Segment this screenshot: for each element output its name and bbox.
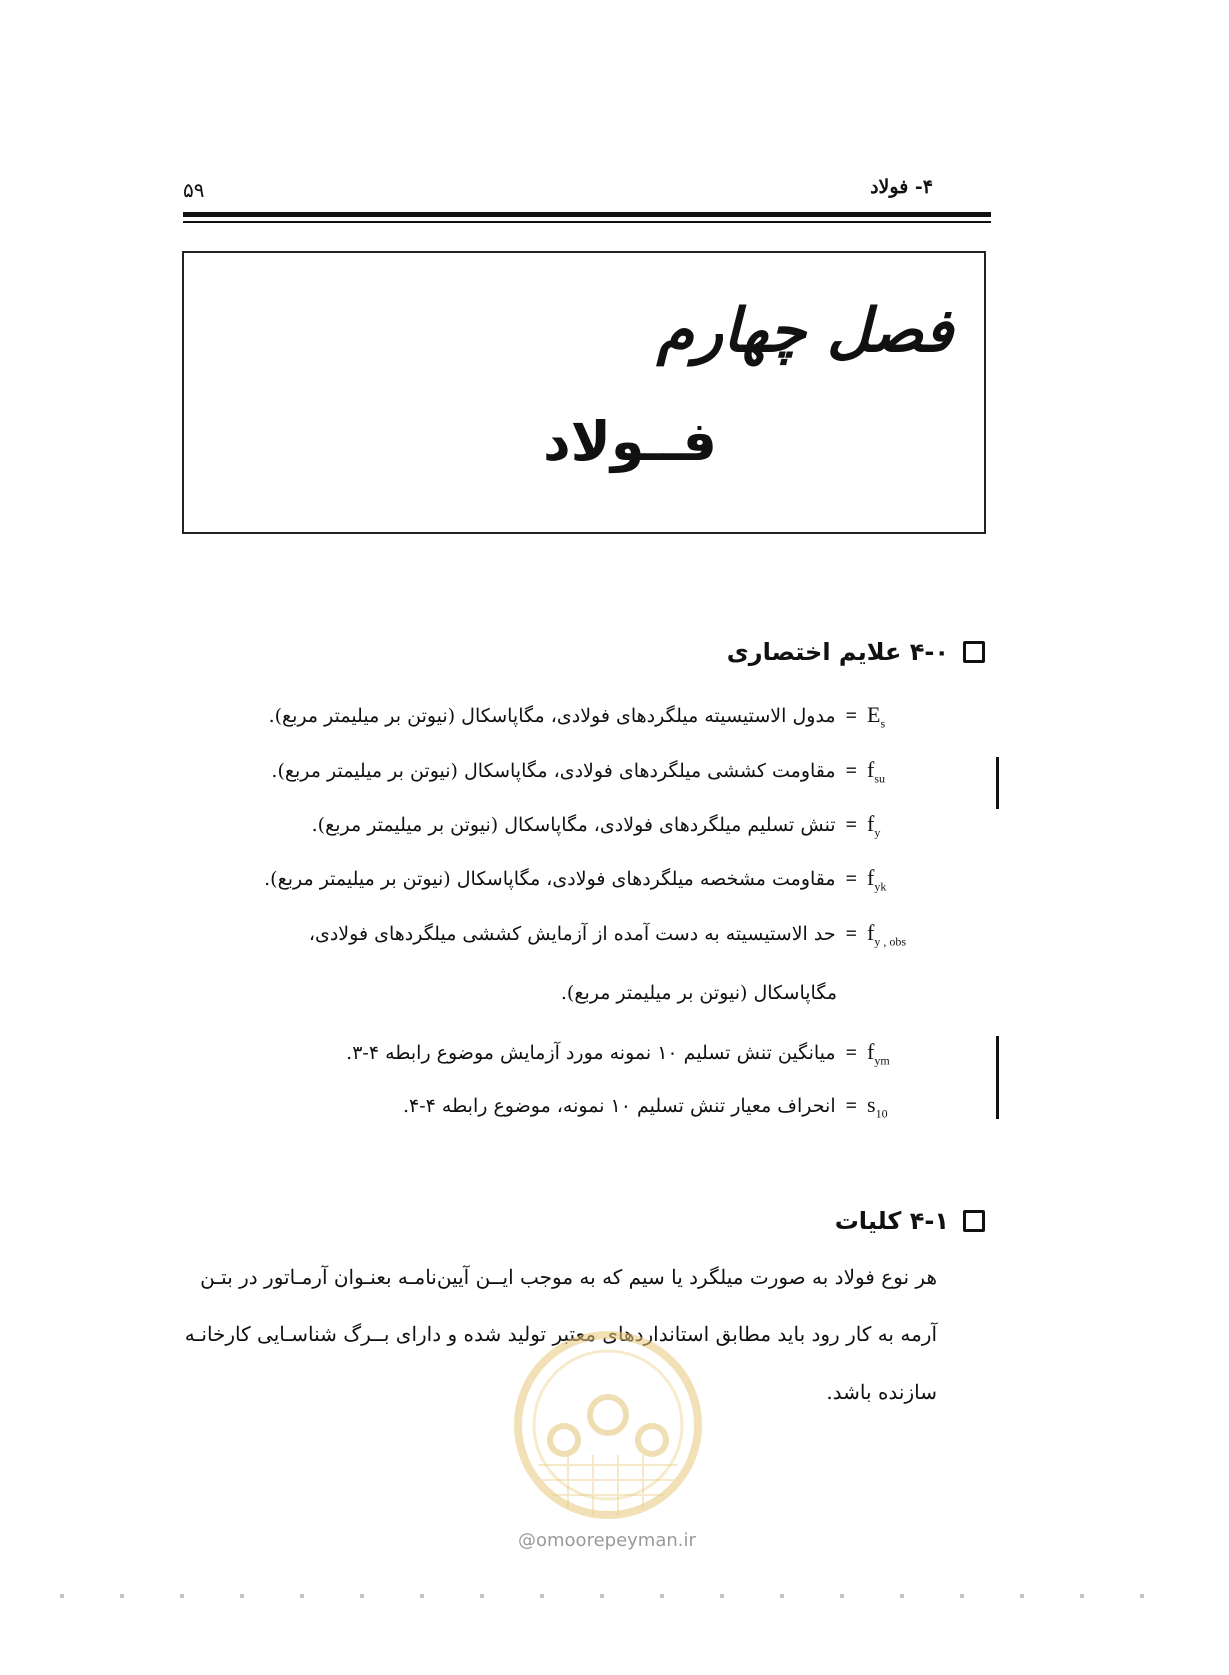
equals-sign: = [845,1042,857,1064]
symbol-base: f [867,920,875,945]
definition-row [403,1092,907,1121]
symbol-subscript: yk [874,879,887,894]
definition-row [271,757,907,786]
definition-text: انحراف معیار تنش تسلیم ۱۰ نمونه، موضوع رابطه ۴-۴. [402,1095,836,1117]
definition-symbol [867,865,907,894]
definition-text: مقاومت مشخصه میلگردهای فولادی، مگاپاسکال (نیوتن بر میلیمتر مربع). [264,868,836,890]
square-bullet-icon [963,641,985,663]
definition-row [264,865,907,894]
symbol-base: E [867,702,881,727]
definition-symbol [867,757,907,786]
symbol-base: f [867,865,875,890]
equals-sign: = [845,1095,857,1117]
symbol-base: f [867,757,875,782]
symbol-base: s [867,1092,876,1117]
symbol-subscript: s [880,716,886,731]
header-rule-thick [183,212,991,217]
definition-continuation: مگاپاسکال (نیوتن بر میلیمتر مربع). [560,982,837,1004]
definition-symbol [867,811,907,840]
definition-text: حد الاستیسیته به دست آمده از آزمایش کششی میلگردهای فولادی، [308,923,836,945]
margin-bar [996,757,999,809]
definition-symbol [867,1092,907,1121]
section-heading-general [835,1207,985,1235]
definition-symbol [867,920,907,949]
definition-row [309,920,907,949]
header-rule-thin [183,221,991,223]
section-heading-text: ۴-۱ کلیات [834,1207,949,1235]
definition-text: تنش تسلیم میلگردهای فولادی، مگاپاسکال (نیوتن بر میلیمتر مربع). [311,814,836,836]
watermark-seal-icon [498,1330,718,1530]
symbol-subscript: su [874,771,885,786]
symbol-subscript: y [874,825,881,840]
definition-row [346,1039,907,1068]
symbol-subscript: 10 [875,1106,888,1121]
paragraph-line: سازنده باشد. [826,1380,937,1404]
chapter-label: فصل چهارم [656,296,953,366]
running-title: ۴- فولاد [870,176,933,198]
symbol-base: f [867,1039,875,1064]
equals-sign: = [845,705,857,727]
definition-symbol [867,702,907,731]
square-bullet-icon [963,1210,985,1232]
section-heading-abbreviations [727,638,985,666]
equals-sign: = [845,814,857,836]
definition-row [269,702,907,731]
equals-sign: = [845,760,857,782]
equals-sign: = [845,923,857,945]
definition-text: مقاومت کششی میلگردهای فولادی، مگاپاسکال (نیوتن بر میلیمتر مربع). [271,760,836,782]
margin-bar [996,1036,999,1119]
paragraph-line: آرمه به کار رود باید مطابق استانداردهای معتبر تولید شده و دارای بــرگ شناسـایی کارخانـه [184,1322,937,1346]
chapter-box [182,251,986,534]
section-heading-text: ۴-۰ علایم اختصاری [726,638,949,666]
definition-text: میانگین تنش تسلیم ۱۰ نمونه مورد آزمایش موضوع رابطه ۴-۳. [346,1042,836,1064]
chapter-title: فــولاد [542,410,717,473]
page-number: ۵۹ [183,178,205,202]
watermark-text: @omoorepeyman.ir [518,1530,696,1551]
scan-artifacts [60,1594,1180,1598]
definition-symbol [867,1039,907,1068]
definition-text: مدول الاستیسیته میلگردهای فولادی، مگاپاسکال (نیوتن بر میلیمتر مربع). [268,705,836,727]
equals-sign: = [845,868,857,890]
symbol-subscript: y , obs [874,934,906,949]
symbol-base: f [867,811,875,836]
definition-row [312,811,907,840]
paragraph-line: هر نوع فولاد به صورت میلگرد یا سیم که به موجب ایــن آیین‌نامـه بعنـوان آرمـاتور در بتـن [200,1265,937,1289]
symbol-subscript: ym [874,1053,890,1068]
